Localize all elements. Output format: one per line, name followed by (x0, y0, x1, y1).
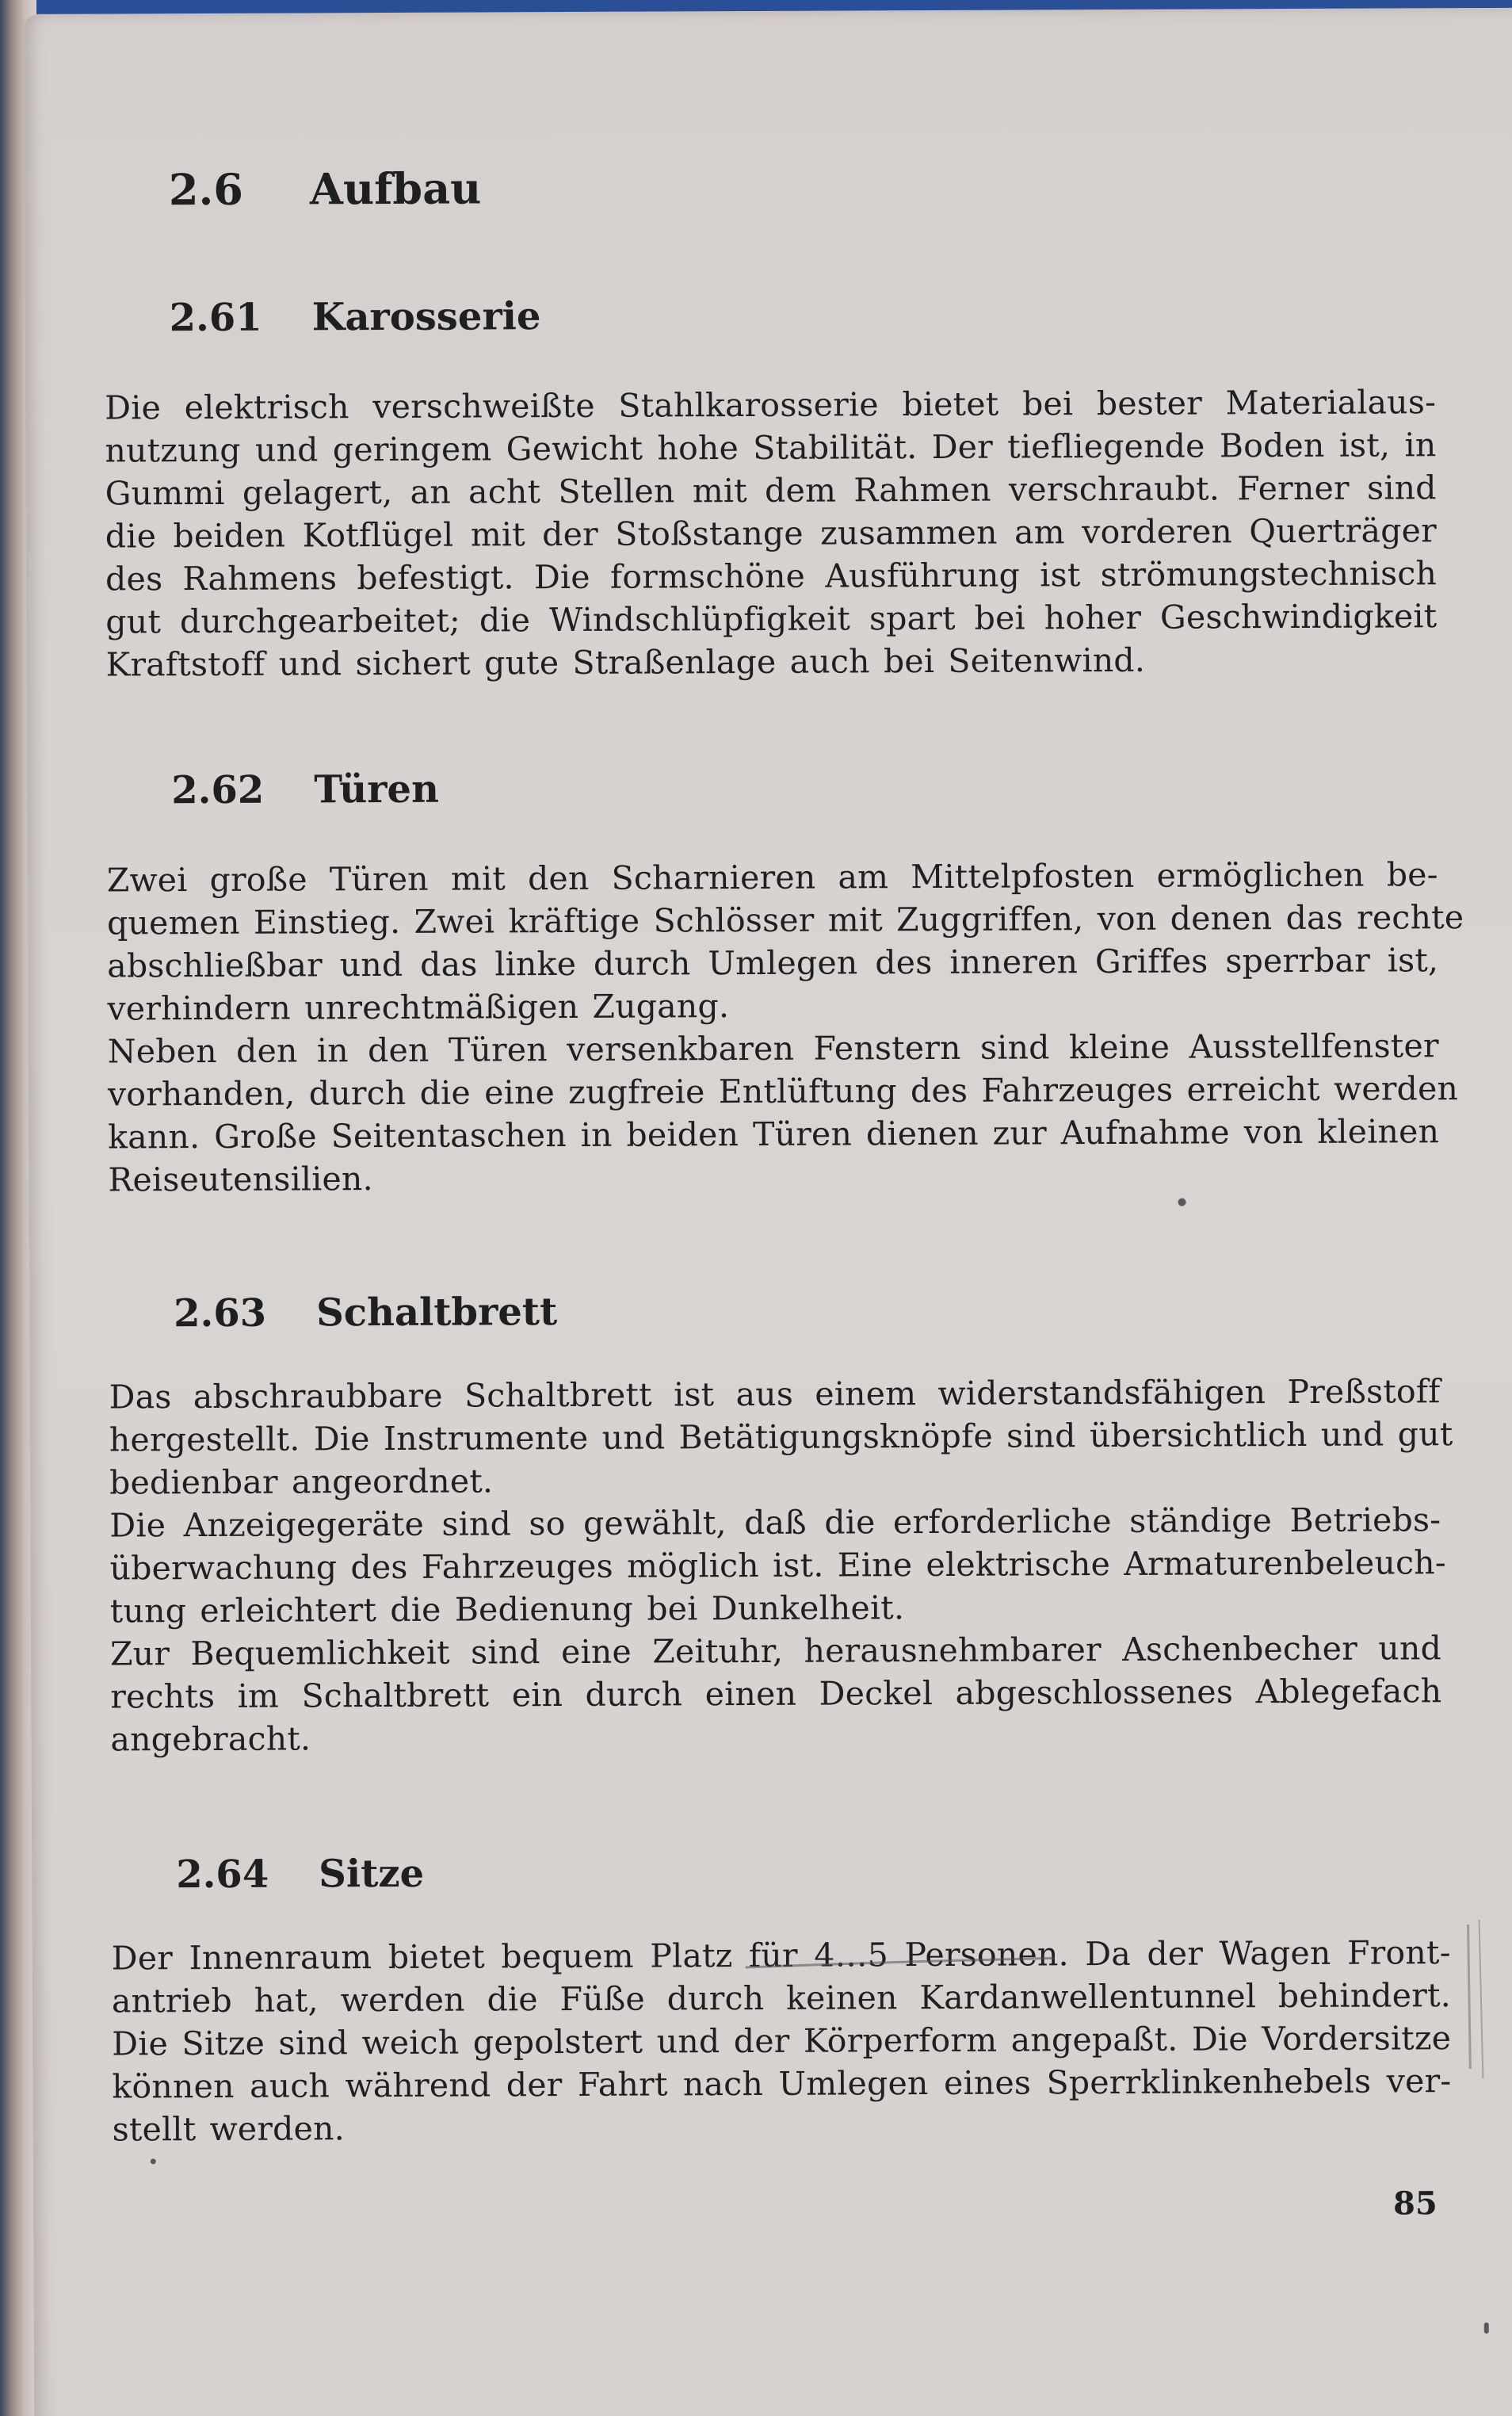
paragraph-schaltbrett (109, 1370, 1453, 1760)
text-line: angebracht. (110, 1719, 311, 1759)
text-line: Gummi gelagert, an acht Stellen mit dem Rahmen verschraubt. Ferner sind (105, 468, 1437, 513)
text-line: Die elektrisch verschweißte Stahlkarosserie bietet bei bester Materialaus- (105, 383, 1437, 427)
subsection-number: 2.61 (169, 295, 262, 341)
page-number: 85 (1392, 2185, 1438, 2223)
subsection-title: Karosserie (311, 294, 541, 340)
text-line: stellt werden. (112, 2109, 345, 2149)
ink-speck (151, 2158, 156, 2164)
paragraph-karosserie (105, 380, 1438, 686)
text-line: Reiseutensilien. (108, 1160, 373, 1199)
paragraph-tueren (106, 853, 1464, 1201)
subsection-number: 2.62 (171, 767, 265, 813)
text-line: Die Sitze sind weich gepolstert und der Körperform angepaßt. Die Vordersitze (112, 2019, 1452, 2063)
text-line: gut durchgearbeitet; die Windschlüpfigkeit spart bei hoher Geschwindigkeit (105, 597, 1438, 641)
text-line: Der Innenraum bietet bequem Platz für 4…5 Personen. Da der Wagen Front- (111, 1933, 1451, 1978)
paragraph-sitze (112, 1931, 1452, 2150)
section-number: 2.6 (168, 163, 244, 216)
text-line: quemen Einstieg. Zwei kräftige Schlösser mit Zuggriffen, von denen das rechte (106, 898, 1464, 942)
ink-speck (1178, 1198, 1186, 1206)
subsection-heading-2-63 (174, 1290, 558, 1336)
text-line: können auch während der Fahrt nach Umlegen eines Sperrklinkenhebels ver- (112, 2062, 1452, 2106)
subsection-number: 2.64 (176, 1852, 269, 1898)
text-line: hergestellt. Die Instrumente und Betätigungsknöpfe sind übersichtlich und gut (109, 1415, 1453, 1459)
book-page (24, 8, 1512, 2416)
subsection-title: Türen (314, 766, 440, 812)
text-line: verhindern unrechtmäßigen Zugang. (107, 987, 730, 1028)
subsection-heading-2-61 (169, 294, 541, 341)
subsection-heading-2-64 (176, 1851, 425, 1898)
text-line: antrieb hat, werden die Füße durch keinen Kardanwellentunnel behindert. (111, 1976, 1452, 2020)
text-line: nutzung und geringem Gewicht hohe Stabilität. Der tiefliegende Boden ist, in (105, 426, 1437, 470)
text-line: vorhanden, durch die eine zugfreie Entlüftung des Fahrzeuges erreicht werden (107, 1069, 1459, 1114)
text-line: bedienbar angeordnet. (109, 1462, 494, 1502)
section-heading-2-6 (168, 162, 482, 216)
text-line: des Rahmens befestigt. Die formschöne Ausführung ist strömungstechnisch (105, 554, 1438, 598)
text-line: tung erleichtert die Bedienung bei Dunkelheit. (109, 1588, 905, 1630)
text-line: Das abschraubbare Schaltbrett ist aus einem widerstandsfähigen Preßstoff (109, 1372, 1441, 1416)
text-line: Neben den in den Türen versenkbaren Fenstern sind kleine Ausstellfenster (107, 1026, 1439, 1071)
section-title: Aufbau (309, 162, 482, 215)
text-line: überwachung des Fahrzeuges möglich ist. Eine elektrische Armaturenbeleuch- (109, 1543, 1446, 1588)
subsection-heading-2-62 (171, 766, 440, 813)
text-line: Zur Bequemlichkeit sind eine Zeituhr, herausnehmbarer Aschenbecher und (109, 1629, 1442, 1673)
ink-speck (1484, 2322, 1489, 2334)
text-line: Kraftstoff und sichert gute Straßenlage auch bei Seitenwind. (105, 640, 1146, 684)
subsection-title: Sitze (319, 1851, 425, 1897)
text-line: abschließbar und das linke durch Umlegen des inneren Griffes sperrbar ist, (107, 941, 1439, 985)
subsection-number: 2.63 (174, 1290, 267, 1336)
text-line: die beiden Kotflügel mit der Stoßstange zusammen am vorderen Querträger (105, 511, 1437, 556)
text-line: Zwei große Türen mit den Scharnieren am Mittelpfosten ermöglichen be- (106, 855, 1438, 900)
subsection-title: Schaltbrett (316, 1290, 558, 1336)
text-line: kann. Große Seitentaschen in beiden Türen dienen zur Aufnahme von kleinen (108, 1112, 1440, 1156)
text-line: Die Anzeigegeräte sind so gewählt, daß die erforderliche ständige Betriebs- (109, 1500, 1441, 1545)
text-line: rechts im Schaltbrett ein durch einen Deckel abgeschlossenes Ablegefach (110, 1672, 1442, 1716)
